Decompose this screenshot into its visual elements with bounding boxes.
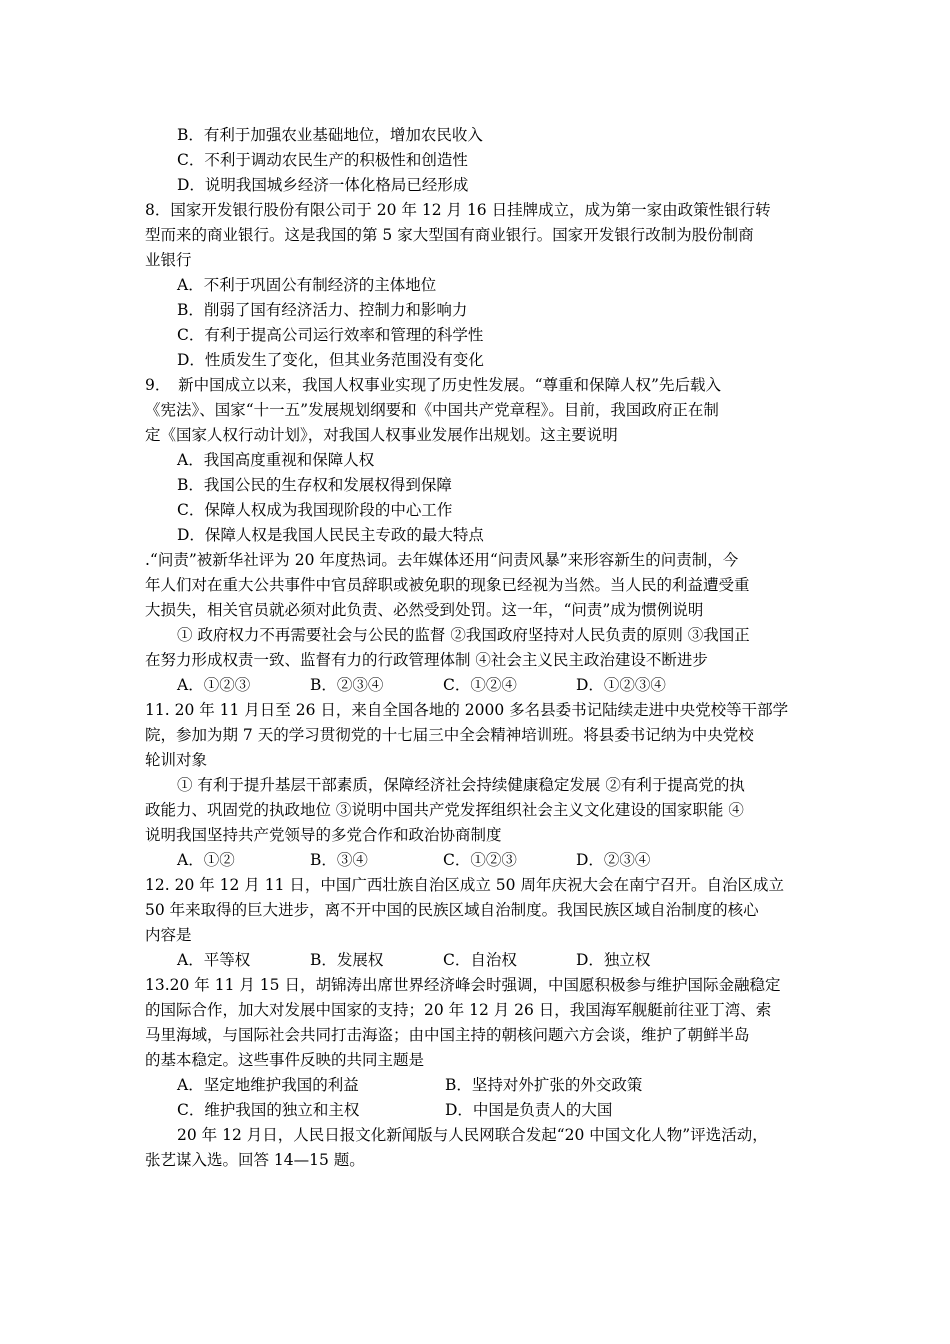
q8-stem-line3: 业银行	[145, 251, 192, 269]
q12-stem-line3: 内容是	[145, 926, 192, 944]
q12-option-d: D．独立权	[576, 951, 651, 969]
q13-option-c: C．维护我国的独立和主权	[177, 1101, 360, 1119]
q7-option-b: B．有利于加强农业基础地位，增加农民收入	[177, 126, 483, 144]
q8-stem-line2: 型而来的商业银行。这是我国的第 5 家大型国有商业银行。国家开发银行改制为股份制商	[145, 226, 754, 244]
q9-option-b: B．我国公民的生存权和发展权得到保障	[177, 476, 452, 494]
q10-statements-line1: ① 政府权力不再需要社会与公民的监督 ②我国政府坚持对人民负责的原则 ③我国正	[177, 626, 750, 644]
q8-option-a: A．不利于巩固公有制经济的主体地位	[177, 276, 437, 294]
q8-option-b: B．削弱了国有经济活力、控制力和影响力	[177, 301, 468, 319]
q8-option-c: C．有利于提高公司运行效率和管理的科学性	[177, 326, 484, 344]
q13-option-b: B．坚持对外扩张的外交政策	[445, 1076, 643, 1094]
q9-option-d: D．保障人权是我国人民民主专政的最大特点	[177, 526, 484, 544]
q11-option-a: A．①②	[177, 851, 235, 869]
q12-option-b: B．发展权	[310, 951, 384, 969]
q12-stem-line2: 50 年来取得的巨大进步，离不开中国的民族区域自治制度。我国民族区域自治制度的核心	[145, 901, 759, 919]
q10-option-d: D．①②③④	[576, 676, 666, 694]
q10-option-b: B．②③④	[310, 676, 384, 694]
q11-option-c: C．①②③	[443, 851, 517, 869]
q13-options-row1	[177, 1073, 842, 1098]
q10-options	[177, 673, 842, 698]
q13-option-a: A．坚定地维护我国的利益	[177, 1076, 359, 1094]
q9-option-a: A．我国高度重视和保障人权	[177, 451, 375, 469]
q11-option-b: B．③④	[310, 851, 368, 869]
q13-options-row2	[177, 1098, 842, 1123]
q8-option-d: D．性质发生了变化，但其业务范围没有变化	[177, 351, 484, 369]
q9-stem-line3: 定《国家人权行动计划》，对我国人权事业发展作出规划。这主要说明	[145, 426, 618, 444]
q12-stem-line1: 12. 20 年 12 月 11 日，中国广西壮族自治区成立 50 周年庆祝大会在南宁召开。自治区成立	[145, 876, 784, 894]
q10-stem-line2: 年人们对在重大公共事件中官员辞职或被免职的现象已经视为当然。当人民的利益遭受重	[145, 576, 750, 594]
q11-option-d: D．②③④	[576, 851, 651, 869]
q13-option-d: D．中国是负责人的大国	[445, 1101, 613, 1119]
q11-stem-line2: 院，参加为期 7 天的学习贯彻党的十七届三中全会精神培训班。将县委书记纳为中央党校	[145, 726, 754, 744]
q8-stem-line1: 8．国家开发银行股份有限公司于 20 年 12 月 16 日挂牌成立，成为第一家由政策性银行转	[145, 201, 771, 219]
q11-stem-line3: 轮训对象	[145, 751, 208, 769]
q12-option-c: C．自治权	[443, 951, 517, 969]
q7-option-d: D．说明我国城乡经济一体化格局已经形成	[177, 176, 469, 194]
q9-stem-line2: 《宪法》、国家“十一五”发展规划纲要和《中国共产党章程》。目前，我国政府正在制	[145, 401, 719, 419]
q13-stem-line1: 13.20 年 11 月 15 日，胡锦涛出席世界经济峰会时强调，中国愿积极参与维护国际金融稳定	[145, 976, 781, 994]
q14-15-intro-line1: 20 年 12 月日，人民日报文化新闻版与人民网联合发起“20 中国文化人物”评选活动，	[177, 1126, 768, 1144]
q11-statements-line2: 政能力、巩固党的执政地位 ③说明中国共产党发挥组织社会主义文化建设的国家职能 ④	[145, 801, 744, 819]
q9-stem-line1: 9． 新中国成立以来，我国人权事业实现了历史性发展。“尊重和保障人权”先后载入	[145, 376, 721, 394]
q11-stem-line1: 11. 20 年 11 月日至 26 日，来自全国各地的 2000 多名县委书记陆续走进中央党校等干部学	[145, 701, 789, 719]
q11-statements-line1: ① 有利于提升基层干部素质，保障经济社会持续健康稳定发展 ②有利于提高党的执	[177, 776, 745, 794]
q13-stem-line4: 的基本稳定。这些事件反映的共同主题是	[145, 1051, 425, 1069]
q10-stem-line1: .“问责”被新华社评为 20 年度热词。去年媒体还用“问责风暴”来形容新生的问责制，今	[145, 551, 739, 569]
q12-options	[177, 948, 842, 973]
q10-stem-line3: 大损失，相关官员就必须对此负责、必然受到处罚。这一年，“问责”成为惯例说明	[145, 601, 704, 619]
q13-stem-line3: 马里海域，与国际社会共同打击海盗；由中国主持的朝核问题六方会谈，维护了朝鲜半岛	[145, 1026, 750, 1044]
q7-option-c: C．不利于调动农民生产的积极性和创造性	[177, 151, 468, 169]
q11-statements-line3: 说明我国坚持共产党领导的多党合作和政治协商制度	[145, 826, 502, 844]
q14-15-intro-line2: 张艺谋入选。回答 14—15 题。	[145, 1151, 365, 1169]
q9-option-c: C．保障人权成为我国现阶段的中心工作	[177, 501, 453, 519]
q11-options	[177, 848, 842, 873]
q13-stem-line2: 的国际合作，加大对发展中国家的支持；20 年 12 月 26 日，我国海军舰艇前往亚丁湾、索	[145, 1001, 772, 1019]
q10-option-c: C．①②④	[443, 676, 517, 694]
q10-option-a: A．①②③	[177, 676, 251, 694]
q12-option-a: A．平等权	[177, 951, 251, 969]
q10-statements-line2: 在努力形成权责一致、监督有力的行政管理体制 ④社会主义民主政治建设不断进步	[145, 651, 708, 669]
